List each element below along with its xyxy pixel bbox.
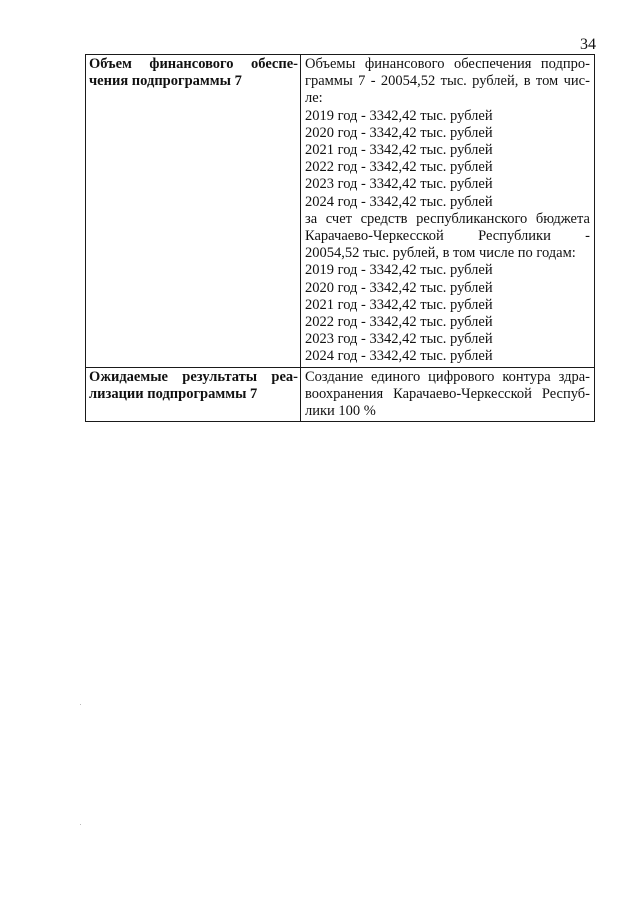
results-value-line: Создание единого цифрового контура здра-	[305, 368, 590, 385]
funding-year-line: 2020 год - 3342,42 тыс. рублей	[305, 124, 493, 141]
results-label-cell	[86, 367, 301, 422]
scan-speck	[80, 824, 81, 825]
results-value-line: лики 100 %	[305, 403, 376, 420]
funding-year-line: 2022 год - 3342,42 тыс. рублей	[305, 314, 493, 331]
funding-label-cell	[86, 55, 301, 368]
results-value-line: воохранения Карачаево-Черкесской Респуб-	[305, 385, 590, 402]
funding-year-line: 2021 год - 3342,42 тыс. рублей	[305, 142, 493, 159]
table-row-results	[86, 367, 595, 422]
funding-value-cell	[301, 55, 595, 368]
funding-year-line: 2020 год - 3342,42 тыс. рублей	[305, 279, 493, 296]
results-value-cell	[301, 367, 595, 422]
table-row-funding	[86, 55, 595, 368]
funding-value-line: Карачаево-Черкесской Республики -	[305, 228, 590, 245]
funding-label-line-2: чения подпрограммы 7	[89, 73, 242, 90]
funding-year-line: 2024 год - 3342,42 тыс. рублей	[305, 348, 493, 365]
funding-year-line: 2021 год - 3342,42 тыс. рублей	[305, 296, 493, 313]
results-label-line-1: Ожидаемые результаты реа-	[89, 368, 298, 385]
funding-value-line: 20054,52 тыс. рублей, в том числе по годам:	[305, 245, 576, 262]
funding-label-line-1: Объем финансового обеспе-	[89, 56, 298, 72]
funding-value-line: ле:	[305, 90, 323, 107]
funding-value-line: Объемы финансового обеспечения подпро-	[305, 56, 590, 72]
funding-year-line: 2024 год - 3342,42 тыс. рублей	[305, 193, 493, 210]
subprogram-passport-table	[85, 54, 595, 422]
page-number: 34	[580, 36, 596, 53]
scan-speck	[80, 704, 81, 705]
funding-year-line: 2023 год - 3342,42 тыс. рублей	[305, 331, 493, 348]
funding-year-line: 2022 год - 3342,42 тыс. рублей	[305, 159, 493, 176]
funding-year-line: 2019 год - 3342,42 тыс. рублей	[305, 107, 493, 124]
funding-value-line: за счет средств республиканского бюджета	[305, 210, 590, 227]
funding-year-line: 2019 год - 3342,42 тыс. рублей	[305, 262, 493, 279]
results-label-line-2: лизации подпрограммы 7	[89, 385, 258, 402]
funding-value-line: граммы 7 - 20054,52 тыс. рублей, в том чис-	[305, 73, 590, 90]
funding-year-line: 2023 год - 3342,42 тыс. рублей	[305, 176, 493, 193]
